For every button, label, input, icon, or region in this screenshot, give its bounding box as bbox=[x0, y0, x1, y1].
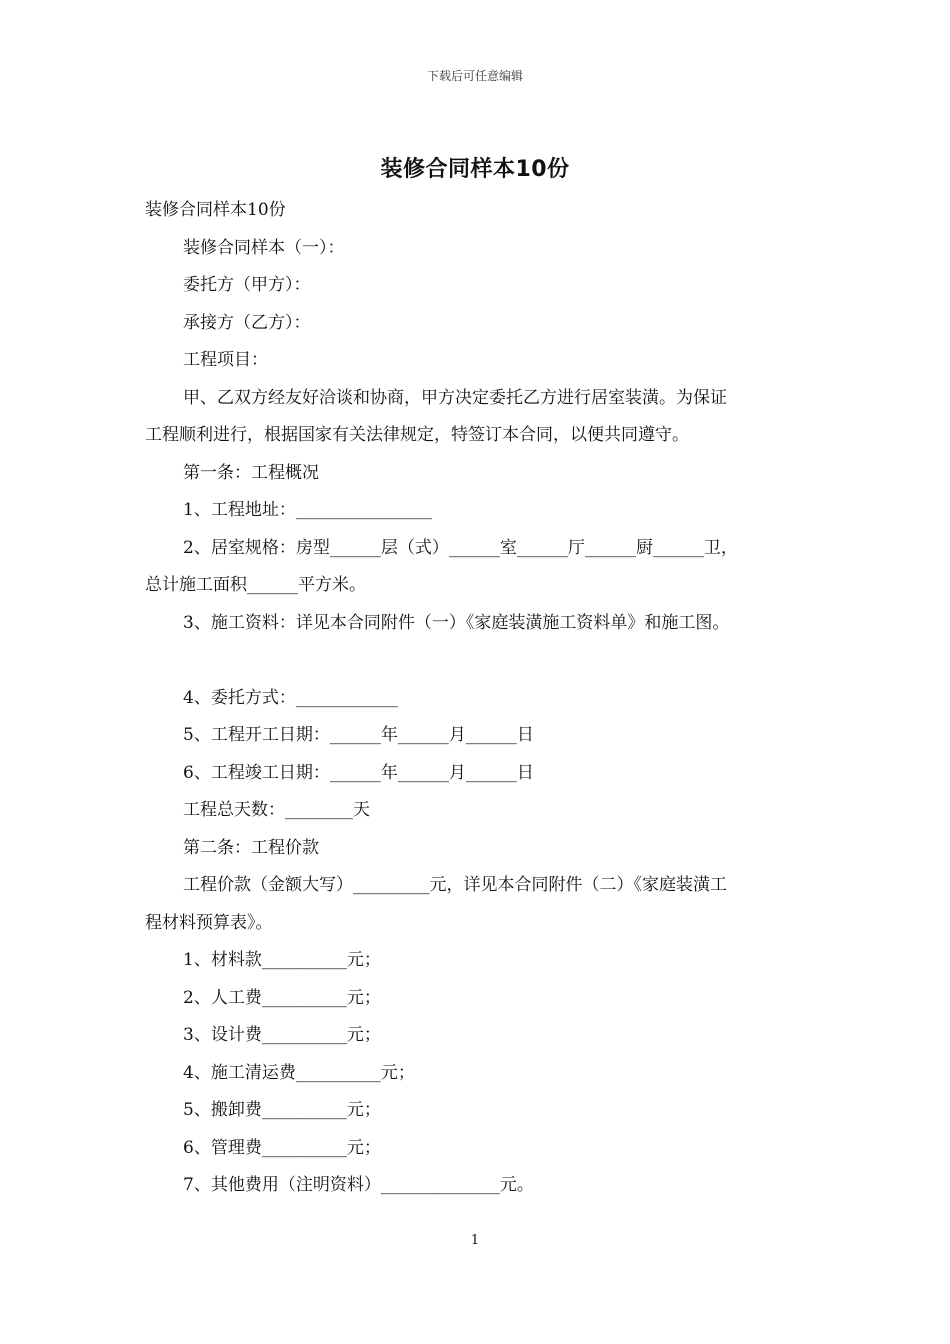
list-item: 4、施工清运费__________元； bbox=[183, 1062, 415, 1083]
paragraph-line: 工程价款（金额大写）_________元，详见本合同附件（二）《家庭装潢工 bbox=[183, 875, 727, 895]
paragraph-line: 工程顺利进行，根据国家有关法律规定，特签订本合同，以便共同遵守。 bbox=[145, 425, 689, 445]
list-item: 6、管理费__________元； bbox=[183, 1137, 381, 1158]
header-note: 下载后可任意编辑 bbox=[426, 69, 523, 83]
paragraph-line: 甲、乙双方经友好洽谈和协商，甲方决定委托乙方进行居室装潢。为保证 bbox=[183, 387, 727, 408]
subtitle-line: 装修合同样本10份 bbox=[145, 200, 286, 220]
project-line: 工程项目： bbox=[183, 350, 268, 370]
list-item: 5、工程开工日期：______年______月______日 bbox=[183, 725, 534, 745]
list-item: 7、其他费用（注明资料）______________元。 bbox=[183, 1175, 534, 1195]
party-b-line: 承接方（乙方）： bbox=[183, 312, 311, 333]
document-body bbox=[145, 192, 809, 1205]
section-heading: 装修合同样本（一）： bbox=[183, 237, 345, 258]
list-item: 3、设计费__________元； bbox=[183, 1025, 381, 1045]
page-number: 1 bbox=[470, 1233, 480, 1248]
list-item: 2、居室规格：房型______层（式）______室______厅______厨______卫， bbox=[183, 537, 738, 558]
list-item: 3、施工资料：详见本合同附件（一）《家庭装潢施工资料单》和施工图。 bbox=[183, 612, 730, 633]
list-item-continuation: 总计施工面积______平方米。 bbox=[145, 575, 366, 595]
list-item: 1、工程地址：________________ bbox=[183, 500, 432, 520]
list-item: 5、搬卸费__________元； bbox=[183, 1100, 381, 1120]
total-days-line: 工程总天数：________天 bbox=[183, 800, 370, 820]
party-a-line: 委托方（甲方）： bbox=[183, 275, 311, 295]
document-title: 装修合同样本10份 bbox=[380, 157, 570, 182]
article-heading: 第一条：工程概况 bbox=[183, 462, 319, 483]
article-heading: 第二条：工程价款 bbox=[183, 837, 319, 858]
paragraph-line: 程材料预算表》。 bbox=[145, 912, 273, 933]
list-item: 2、人工费__________元； bbox=[183, 987, 381, 1008]
list-item: 1、材料款__________元； bbox=[183, 950, 381, 970]
blank-line bbox=[145, 642, 809, 680]
list-item: 6、工程竣工日期：______年______月______日 bbox=[183, 762, 534, 783]
list-item: 4、委托方式：____________ bbox=[183, 687, 398, 708]
